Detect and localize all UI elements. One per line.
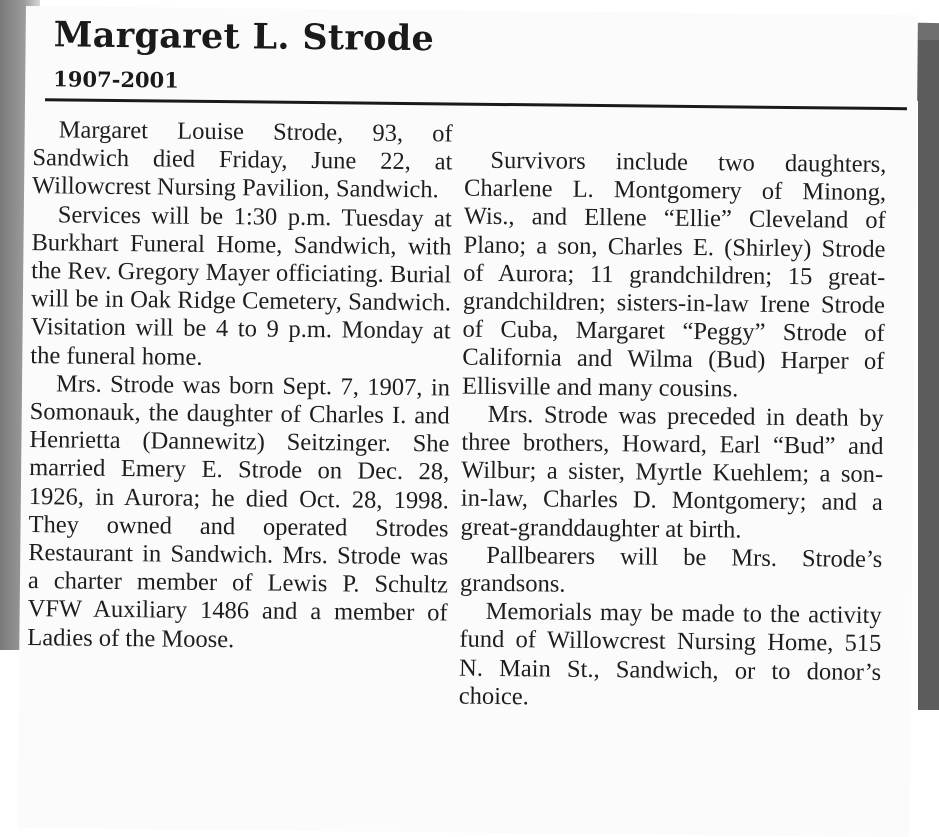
obituary-name: Margaret L. Strode [53, 14, 435, 60]
newspaper-clipping [17, 6, 918, 837]
scan-shadow-right [918, 40, 939, 710]
paragraph-survivors: Survivors include two daughters, Charlene L. Montgomery of Minong, Wis., and Ellene “Ellie” Cleveland of Plano; a son, Charles E. (Shirley) Strode of Aurora; 11 grandchildren; 15 great-grandchildren; sisters-in-law Irene Strode of Cuba, Margaret “Peggy” Strode of California and Wilma (Bud) Harper of Ellisville and many cousins. [461, 146, 887, 403]
right-column [459, 147, 887, 715]
headline-rule [45, 98, 907, 110]
obituary-years: 1907-2001 [53, 66, 179, 93]
paragraph-memorials: Memorials may be made to the activity fund of Willowcrest Nursing Home, 515 N. Main St., Sandwich, or to donor’s choice. [458, 598, 882, 711]
left-column [27, 116, 453, 656]
paragraph-biography: Mrs. Strode was born Sept. 7, 1907, in Somonauk, the daughter of Charles I. and Henrietta (Dannewitz) Seitzinger. She married Emery E. Strode on Dec. 28, 1926, in Aurora; he died Oct. 28, 1998. They owned and operated Strodes Restaurant in Sandwich. Mrs. Strode was a charter member of Lewis P. Schultz VFW Auxiliary 1486 and a member of Ladies of the Moose. [27, 370, 451, 653]
paragraph-services: Services will be 1:30 p.m. Tuesday at Burkhart Funeral Home, Sandwich, with the Rev. Gregory Mayer officiating. Burial will be in Oak Ridge Cemetery, Sandwich. Visitation will be 4 to 9 p.m. Monday at the funeral home. [30, 200, 452, 371]
paragraph-pallbearers: Pallbearers will be Mrs. Strode’s grandsons. [459, 541, 883, 598]
paragraph-death-notice: Margaret Louise Strode, 93, of Sandwich died Friday, June 22, at Willowcrest Nursing Pavilion, Sandwich. [31, 116, 453, 204]
paragraph-preceded: Mrs. Strode was preceded in death by three brothers, Howard, Earl “Bud” and Wilbur; a sister, Myrtle Kuehlem; a son-in-law, Charles D. Montgomery; and a great-granddaughter at birth. [460, 400, 884, 544]
